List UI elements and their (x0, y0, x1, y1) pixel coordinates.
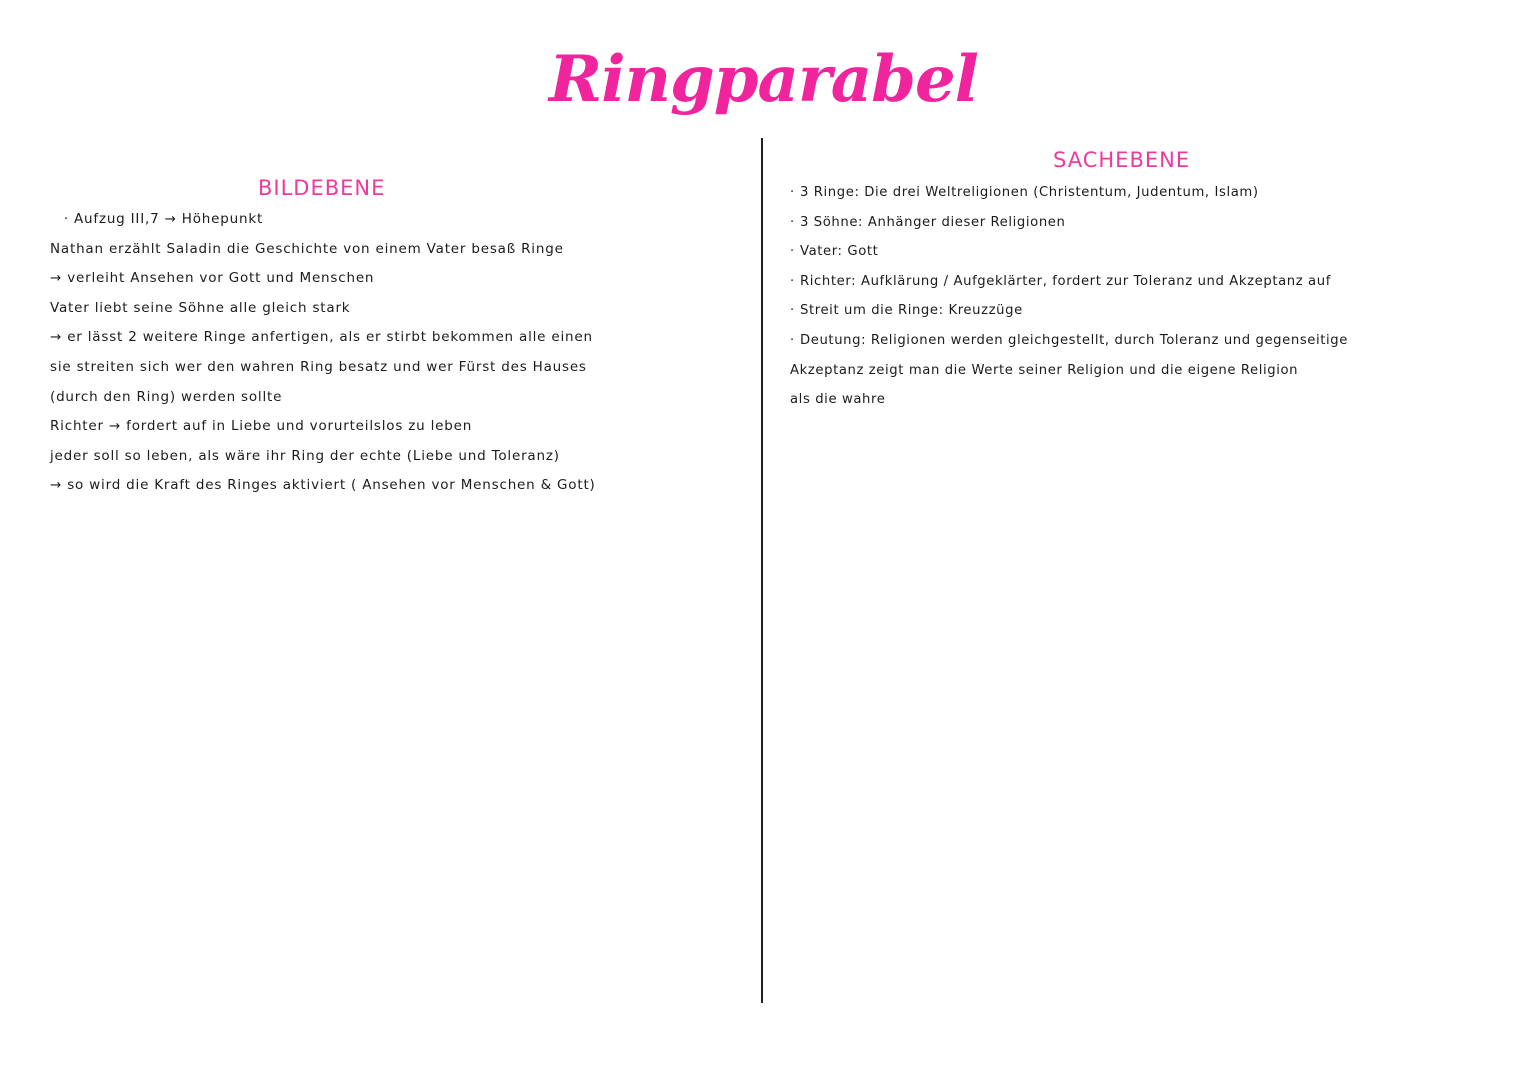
note-line: Vater liebt seine Söhne alle gleich stark (50, 299, 351, 316)
column-divider (761, 138, 763, 1003)
note-line: Richter → fordert auf in Liebe und vorurteilslos zu leben (50, 418, 473, 435)
bullet-dot-icon: · (64, 212, 69, 227)
bildebene-heading: BILDEBENE (258, 176, 386, 200)
sachebene-notes (790, 178, 1520, 415)
note-line: · Richter: Aufklärung / Aufgeklärter, fordert zur Toleranz und Akzeptanz auf (790, 267, 1520, 297)
bullet-dot-icon: · (790, 185, 795, 200)
note-line: · Streit um die Ringe: Kreuzzüge (790, 296, 1520, 326)
note-line: sie streiten sich wer den wahren Ring besatz und wer Fürst des Hauses (50, 358, 587, 375)
note-line: → so wird die Kraft des Ringes aktiviert ( Ansehen vor Menschen & Gott) (50, 477, 596, 494)
note-line: · Aufzug III,7 → Höhepunkt (50, 205, 750, 235)
note-line: · 3 Söhne: Anhänger dieser Religionen (790, 208, 1520, 238)
note-line: · Deutung: Religionen werden gleichgestellt, durch Toleranz und gegenseitige (790, 326, 1520, 356)
sachebene-heading: SACHEBENE (1053, 148, 1191, 172)
note-line: als die wahre (790, 392, 886, 408)
bullet-dot-icon: · (790, 273, 795, 289)
page-title: Ringparabel (549, 42, 978, 117)
note-line: → er lässt 2 weitere Ringe anfertigen, als er stirbt bekommen alle einen (50, 329, 593, 346)
bullet-dot-icon: · (790, 244, 795, 260)
note-line: · Vater: Gott (790, 237, 1520, 267)
bullet-dot-icon: · (790, 214, 795, 230)
bildebene-notes (50, 205, 750, 501)
note-line: Nathan erzählt Saladin die Geschichte von einem Vater besaß Ringe (50, 240, 564, 257)
note-line: jeder soll so leben, als wäre ihr Ring der echte (Liebe und Toleranz) (50, 447, 560, 464)
bullet-dot-icon: · (790, 332, 795, 348)
bullet-dot-icon: · (790, 303, 795, 319)
note-line: → verleiht Ansehen vor Gott und Menschen (50, 270, 375, 287)
note-line: (durch den Ring) werden sollte (50, 388, 283, 405)
note-line: Akzeptanz zeigt man die Werte seiner Religion und die eigene Religion (790, 362, 1299, 378)
note-line: · 3 Ringe: Die drei Weltreligionen (Christentum, Judentum, Islam) (790, 178, 1520, 208)
